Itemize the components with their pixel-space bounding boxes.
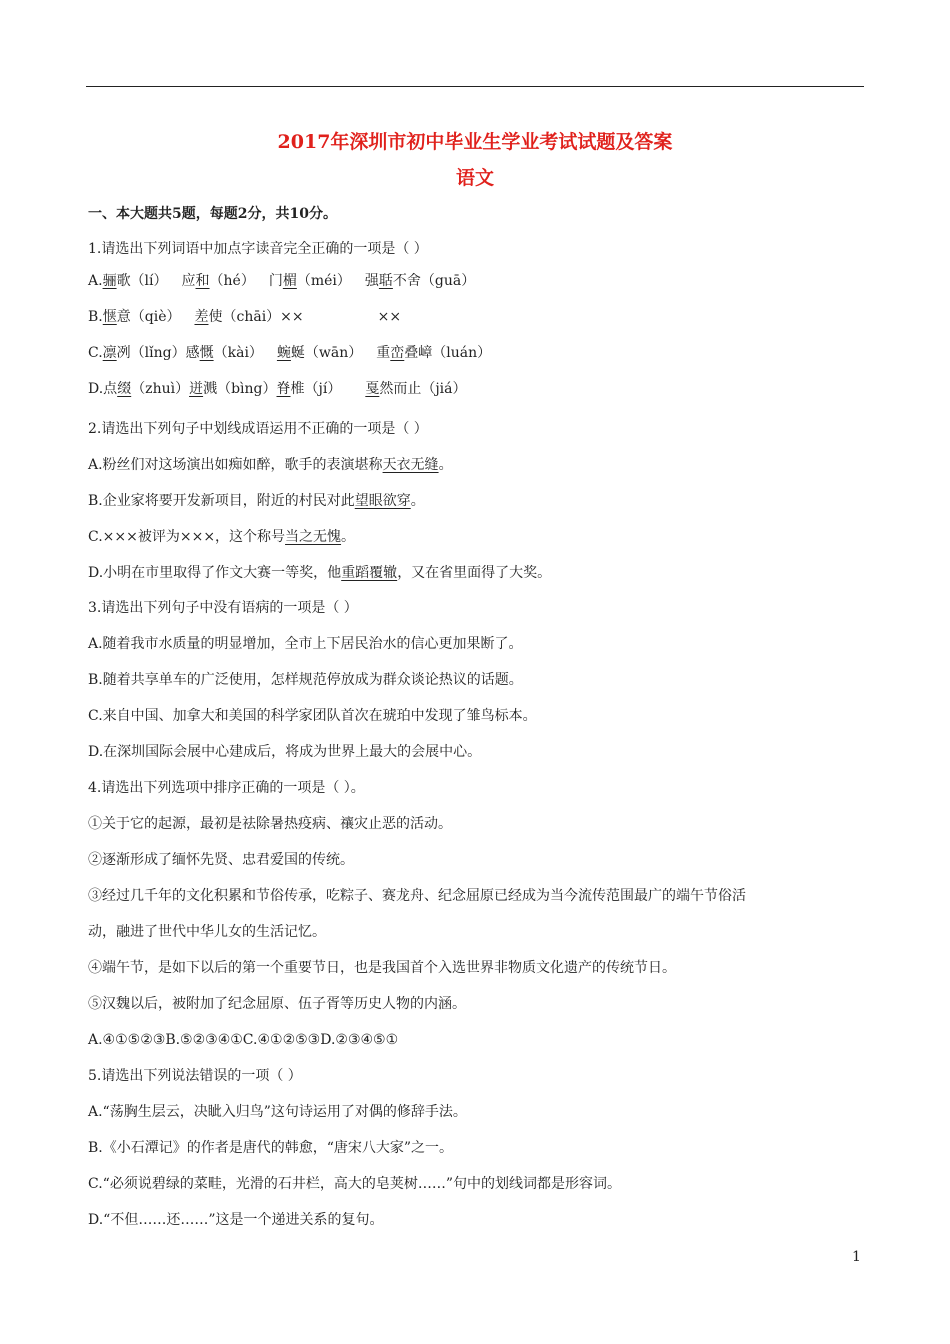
q4-options: A.④①⑤②③B.⑤②③④①C.④①②⑤③D.②③④⑤① <box>88 1032 399 1048</box>
dotted-char: 迸 <box>189 381 204 397</box>
dotted-char: 骊 <box>102 273 117 289</box>
q1-option-c <box>88 343 491 363</box>
q3-option-b: B.随着共享单车的广泛使用，怎样规范停放成为群众谈论热议的话题。 <box>88 672 523 688</box>
text: 歌（lí） <box>116 273 168 289</box>
q4-sentence-4: ④端午节，是如下以后的第一个重要节日，也是我国首个入选世界非物质文化遗产的传统节日。 <box>88 960 676 976</box>
q4-sentence-5: ⑤汉魏以后，被附加了纪念屈原、伍子胥等历史人物的内涵。 <box>88 996 466 1012</box>
q2-option-b <box>88 491 425 511</box>
text: 使（chāi）×× <box>208 309 304 325</box>
text: A. <box>88 273 103 289</box>
q4-stem: 4.请选出下列选项中排序正确的一项是（ ）。 <box>88 780 365 796</box>
text: B. <box>88 309 103 325</box>
text: （kài） <box>213 345 263 361</box>
text: （méi） <box>296 273 351 289</box>
q1-option-d <box>88 379 467 399</box>
dotted-char: 惬 <box>102 309 117 325</box>
q5-option-b: B.《小石潭记》的作者是唐代的韩愈，“唐宋八大家”之一。 <box>88 1140 454 1156</box>
q2-option-d <box>88 563 551 583</box>
q5-option-a: A.“荡胸生层云，决眦入归鸟”这句诗运用了对偶的修辞手法。 <box>88 1104 467 1120</box>
q3-stem: 3.请选出下列句子中没有语病的一项是（ ） <box>88 600 358 616</box>
text: 椎（jí） <box>290 381 342 397</box>
text: D.点 <box>88 381 118 397</box>
dotted-char: 蜿 <box>276 345 291 361</box>
text: 蜒（wān） <box>290 345 363 361</box>
underlined-idiom: 望眼欲穿 <box>354 493 411 509</box>
text: A.粉丝们对这场演出如痴如醉，歌手的表演堪称 <box>88 457 383 473</box>
q1-stem: 1.请选出下列词语中加点字读音完全正确的一项是（ ） <box>88 241 428 257</box>
dotted-char: 缀 <box>117 381 132 397</box>
page-number: 1 <box>852 1249 861 1265</box>
q5-stem: 5.请选出下列说法错误的一项（ ） <box>88 1068 302 1084</box>
section-heading: 一、本大题共5题，每题2分，共10分。 <box>88 206 337 222</box>
q3-option-a: A.随着我市水质量的明显增加，全市上下居民治水的信心更加果断了。 <box>88 636 523 652</box>
dotted-char: 和 <box>195 273 210 289</box>
q5-option-d: D.“不但……还……”这是一个递进关系的复句。 <box>88 1212 384 1228</box>
q5-option-c: C.“必须说碧绿的菜畦，光滑的石井栏，高大的皂荚树……”句中的划线词都是形容词。 <box>88 1176 621 1192</box>
q2-option-a <box>88 455 453 475</box>
text: C. <box>88 345 103 361</box>
text: 强 <box>364 273 379 289</box>
dotted-char: 聒 <box>378 273 393 289</box>
text: 重 <box>376 345 391 361</box>
underlined-idiom: 重蹈覆辙 <box>341 565 398 581</box>
text: 然而止（jiá） <box>379 381 467 397</box>
text: 叠嶂（luán） <box>404 345 492 361</box>
q1-option-a <box>88 271 475 291</box>
q3-option-d: D.在深圳国际会展中心建成后，将成为世界上最大的会展中心。 <box>88 744 482 760</box>
text: ，又在省里面得了大奖。 <box>397 565 552 581</box>
q4-sentence-3: ③经过几千年的文化积累和节俗传承，吃粽子、赛龙舟、纪念屈原已经成为当今流传范围最广的端午节俗活 <box>88 888 746 904</box>
text: 溅（bìng） <box>203 381 277 397</box>
text: B.企业家将要开发新项目，附近的村民对此 <box>88 493 355 509</box>
text: （zhuì） <box>131 381 190 397</box>
text: 。 <box>341 529 356 545</box>
text: 意（qiè） <box>116 309 181 325</box>
page-title: 2017年深圳市初中毕业生学业考试试题及答案 <box>277 131 673 153</box>
dotted-char: 凛 <box>102 345 117 361</box>
q3-option-c: C.来自中国、加拿大和美国的科学家团队首次在琥珀中发现了雏鸟标本。 <box>88 708 537 724</box>
q2-stem: 2.请选出下列句子中划线成语运用不正确的一项是（ ） <box>88 421 428 437</box>
text: 门 <box>268 273 283 289</box>
q4-sentence-2: ②逐渐形成了缅怀先贤、忠君爱国的传统。 <box>88 852 354 868</box>
q4-sentence-1: ①关于它的起源，最初是祛除暑热疫病、禳灾止恶的活动。 <box>88 816 452 832</box>
text: ×× <box>377 309 402 325</box>
q1-option-b <box>88 307 401 327</box>
q2-option-c <box>88 527 355 547</box>
dotted-char: 脊 <box>276 381 291 397</box>
text: 。 <box>438 457 453 473</box>
q4-sentence-3-cont: 动，融进了世代中华儿女的生活记忆。 <box>88 924 326 940</box>
text: 应 <box>181 273 196 289</box>
text: C.×××被评为×××，这个称号 <box>88 529 286 545</box>
subject-title: 语文 <box>455 167 494 189</box>
dotted-char: 戛 <box>365 381 380 397</box>
text: 冽（lǐng）感 <box>116 345 200 361</box>
text: 不舍（guā） <box>392 273 476 289</box>
underlined-idiom: 天衣无缝 <box>382 457 439 473</box>
dotted-char: 慨 <box>199 345 214 361</box>
text: （hé） <box>209 273 255 289</box>
text: 。 <box>410 493 425 509</box>
dotted-char: 楣 <box>282 273 297 289</box>
header-rule <box>86 86 864 87</box>
dotted-char: 差 <box>194 309 209 325</box>
text: D.小明在市里取得了作文大赛一等奖，他 <box>88 565 342 581</box>
underlined-idiom: 当之无愧 <box>285 529 342 545</box>
dotted-char: 峦 <box>390 345 405 361</box>
